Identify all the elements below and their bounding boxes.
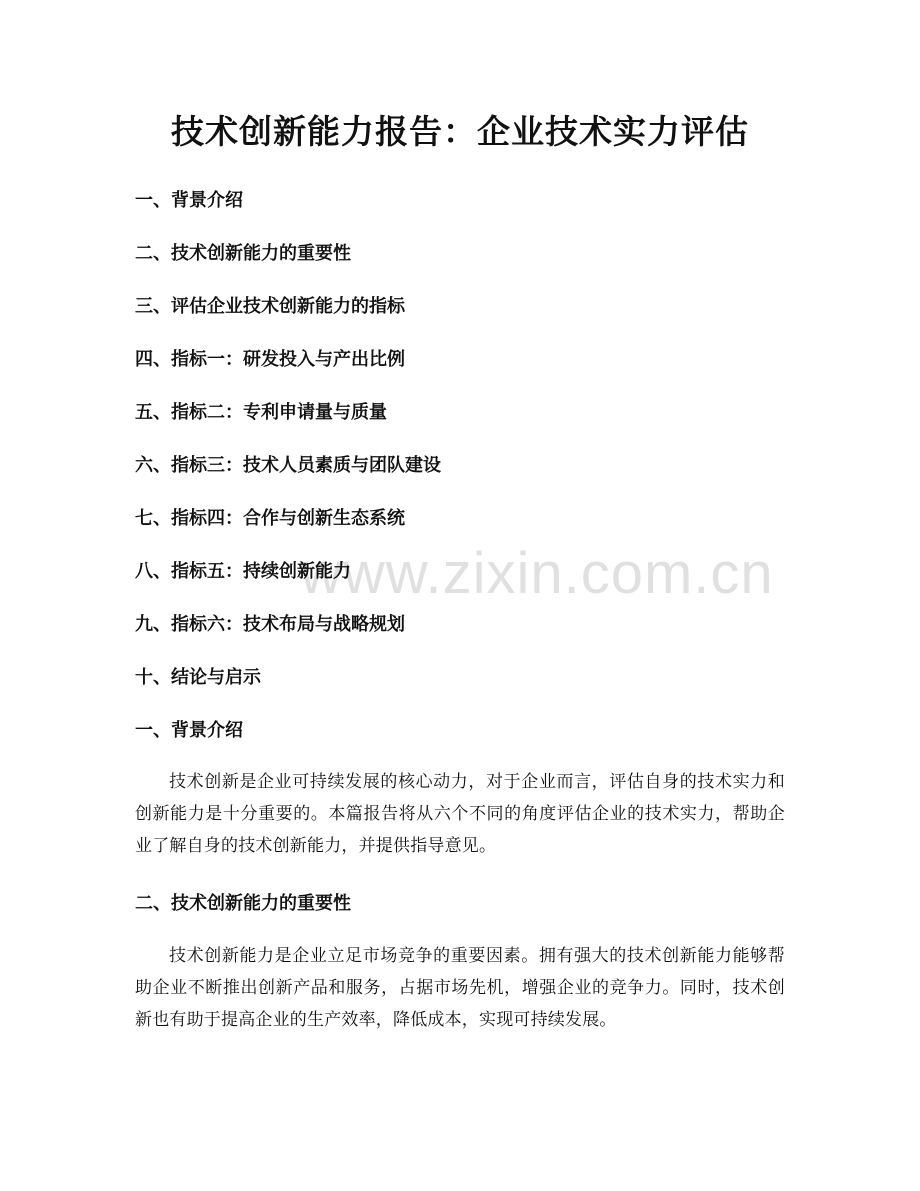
watermark: www.zixin.com.cn: [300, 541, 774, 606]
toc-item-1: 一、背景介绍: [135, 190, 243, 211]
toc-item-5: 五、指标二：专利申请量与质量: [135, 402, 387, 423]
toc-item-9: 九、指标六：技术布局与战略规划: [135, 614, 405, 635]
section-heading-background: 一、背景介绍: [135, 720, 243, 741]
toc-item-6: 六、指标三：技术人员素质与团队建设: [135, 455, 441, 476]
section-paragraph-background: 技术创新是企业可持续发展的核心动力，对于企业而言，评估自身的技术实力和创新能力是十分重要的。本篇报告将从六个不同的角度评估企业的技术实力，帮助企业了解自身的技术创新能力，并提供指导意见。: [135, 772, 785, 856]
toc-item-8: 八、指标五：持续创新能力: [135, 561, 351, 582]
toc-item-2: 二、技术创新能力的重要性: [135, 243, 351, 264]
toc-item-10: 十、结论与启示: [135, 667, 261, 688]
toc-item-3: 三、评估企业技术创新能力的指标: [135, 296, 405, 317]
section-heading-importance: 二、技术创新能力的重要性: [135, 893, 351, 914]
document-title: 技术创新能力报告：企业技术实力评估: [171, 112, 749, 151]
toc-item-4: 四、指标一：研发投入与产出比例: [135, 349, 405, 370]
section-paragraph-importance: 技术创新能力是企业立足市场竞争的重要因素。拥有强大的技术创新能力能够帮助企业不断推出创新产品和服务，占据市场先机，增强企业的竞争力。同时，技术创新也有助于提高企业的生产效率，降低成本，实现可持续发展。: [135, 946, 785, 1030]
toc-item-7: 七、指标四：合作与创新生态系统: [135, 508, 405, 529]
